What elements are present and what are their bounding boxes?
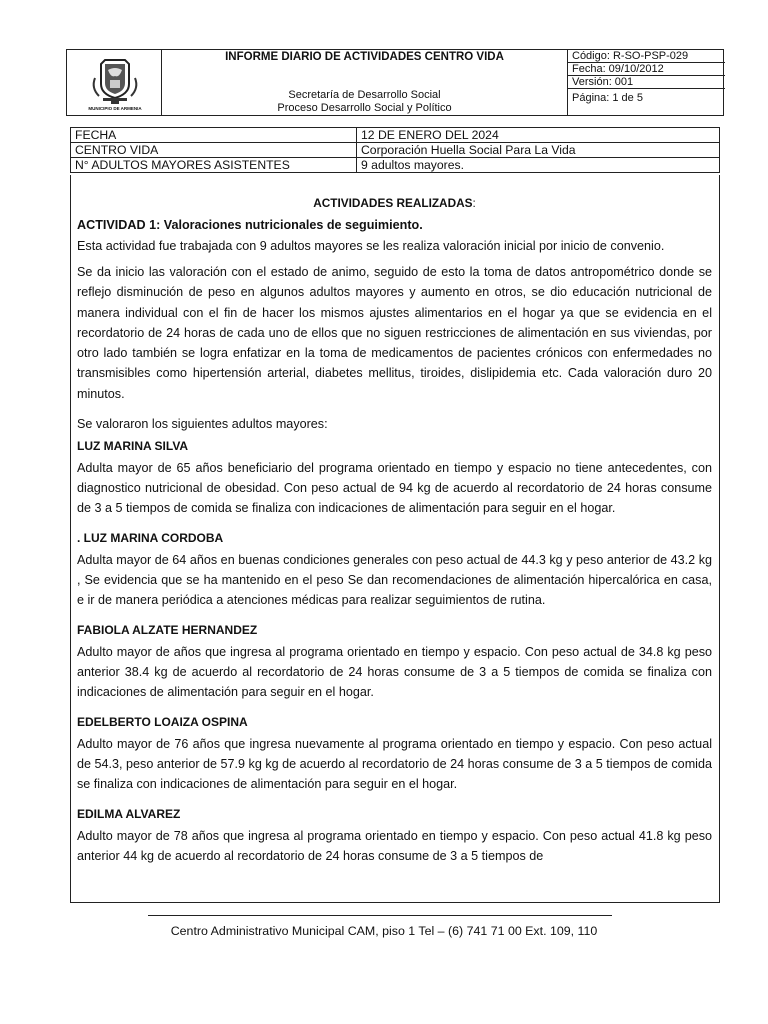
person-name: LUZ MARINA SILVA bbox=[77, 439, 189, 454]
info-label: N° ADULTOS MAYORES ASISTENTES bbox=[71, 158, 357, 173]
doc-date: Fecha: 09/10/2012 bbox=[568, 63, 725, 76]
table-row bbox=[71, 143, 720, 158]
header-subtitle bbox=[162, 89, 567, 115]
info-label: FECHA bbox=[71, 128, 357, 143]
info-value: 12 DE ENERO DEL 2024 bbox=[357, 128, 720, 143]
info-value: Corporación Huella Social Para La Vida bbox=[357, 143, 720, 158]
info-value: 9 adultos mayores. bbox=[357, 158, 720, 173]
document-header bbox=[66, 49, 724, 116]
table-row bbox=[71, 128, 720, 143]
municipality-seal-logo bbox=[83, 54, 147, 112]
doc-page: Página: 1 de 5 bbox=[572, 92, 643, 104]
doc-version: Versión: 001 bbox=[568, 76, 725, 89]
person-name: . LUZ MARINA CORDOBA bbox=[77, 531, 224, 546]
section-heading-colon: : bbox=[472, 196, 476, 210]
footer-rule bbox=[148, 915, 612, 916]
info-label: CENTRO VIDA bbox=[71, 143, 357, 158]
info-table bbox=[70, 127, 720, 173]
activities-content bbox=[77, 193, 712, 866]
person-name: EDELBERTO LOAIZA OSPINA bbox=[77, 715, 248, 730]
paragraph: Esta actividad fue trabajada con 9 adultos mayores se les realiza valoración inicial por inicio de convenio. bbox=[77, 239, 665, 253]
section-heading-text: ACTIVIDADES REALIZADAS bbox=[313, 196, 473, 210]
report-title: INFORME DIARIO DE ACTIVIDADES CENTRO VIDA bbox=[225, 51, 504, 63]
section-heading bbox=[77, 193, 712, 213]
person-description: Adulta mayor de 64 años en buenas condiciones generales con peso actual de 44.3 kg y peso anterior de 43.2 kg , Se evidencia que se ha mantenido en el peso Se dan recomendaciones de alimentación hipercalórica en casa, e ir de manera periódica a atenciones médicas para realizar seguimientos de rutina. bbox=[77, 553, 712, 608]
logo-caption: MUNICIPIO DE ARMENIA bbox=[88, 106, 142, 111]
person-description: Adulto mayor de 78 años que ingresa al programa orientado en tiempo y espacio. Con peso actual 41.8 kg peso anterior 44 kg de acuerdo al recordatorio de 24 horas consume de 3 a 5 tiempos de bbox=[77, 829, 712, 864]
person-description: Adulta mayor de 65 años beneficiario del programa orientado en tiempo y espacio no tiene antecedentes, con diagnostico nutricional de obesidad. Con peso actual de 94 kg de acuerdo al recordatorio de 24 horas consume de 3 a 5 tiempos de comida se finaliza con indicaciones de alimentación para seguir en el hogar. bbox=[77, 461, 712, 516]
person-description: Adulto mayor de 76 años que ingresa nuevamente al programa orientado en tiempo y espacio. Con peso actual de 54.3, peso anterior de 57.9 kg kg de acuerdo al recordatorio de 24 horas consume de 3 a 5 tiempos de comida se finaliza con indicaciones de alimentación para seguir en el hogar. bbox=[77, 737, 712, 792]
doc-code: Código: R-SO-PSP-029 bbox=[568, 50, 725, 63]
footer-address: Centro Administrativo Municipal CAM, piso 1 Tel – (6) 741 71 00 Ext. 109, 110 bbox=[170, 924, 598, 938]
paragraph: Se valoraron los siguientes adultos mayores: bbox=[77, 417, 328, 432]
person-name: EDILMA ALVAREZ bbox=[77, 807, 181, 822]
process-name: Proceso Desarrollo Social y Político bbox=[277, 102, 452, 114]
person-description: Adulto mayor de años que ingresa al programa orientado en tiempo y espacio. Con peso actual de 34.8 kg peso anterior 38.4 kg de acuerdo al recordatorio de 24 horas consume de 3 a 5 tiempos de comida se finaliza con indicaciones de alimentación para seguir en el hogar. bbox=[77, 645, 712, 700]
person-name: FABIOLA ALZATE HERNANDEZ bbox=[77, 623, 258, 638]
activity-title: ACTIVIDAD 1: Valoraciones nutricionales de seguimiento. bbox=[77, 218, 423, 232]
paragraph: Se da inicio las valoración con el estado de animo, seguido de esto la toma de datos antropométrico donde se reflejo disminución de peso en algunos adultos mayores y aumento en otros, se dio educación nutricional de manera individual con el fin de hacer los mismos ajustes alimentarios en el hogar ya que se evidencia en el recordatorio de 24 horas de cada uno de ellos que no siguen restricciones de alimentación en sus viviendas, por otro lado también se logra enfatizar en la toma de medicamentos de pacientes crónicos con enfermedades no transmisibles como hipertensión arterial, diabetes mellitus, tiroides, dislipidemia etc. Cada valoración duro 20 minutos. bbox=[77, 265, 712, 401]
table-row bbox=[71, 158, 720, 173]
secretariat-name: Secretaría de Desarrollo Social bbox=[288, 89, 441, 101]
